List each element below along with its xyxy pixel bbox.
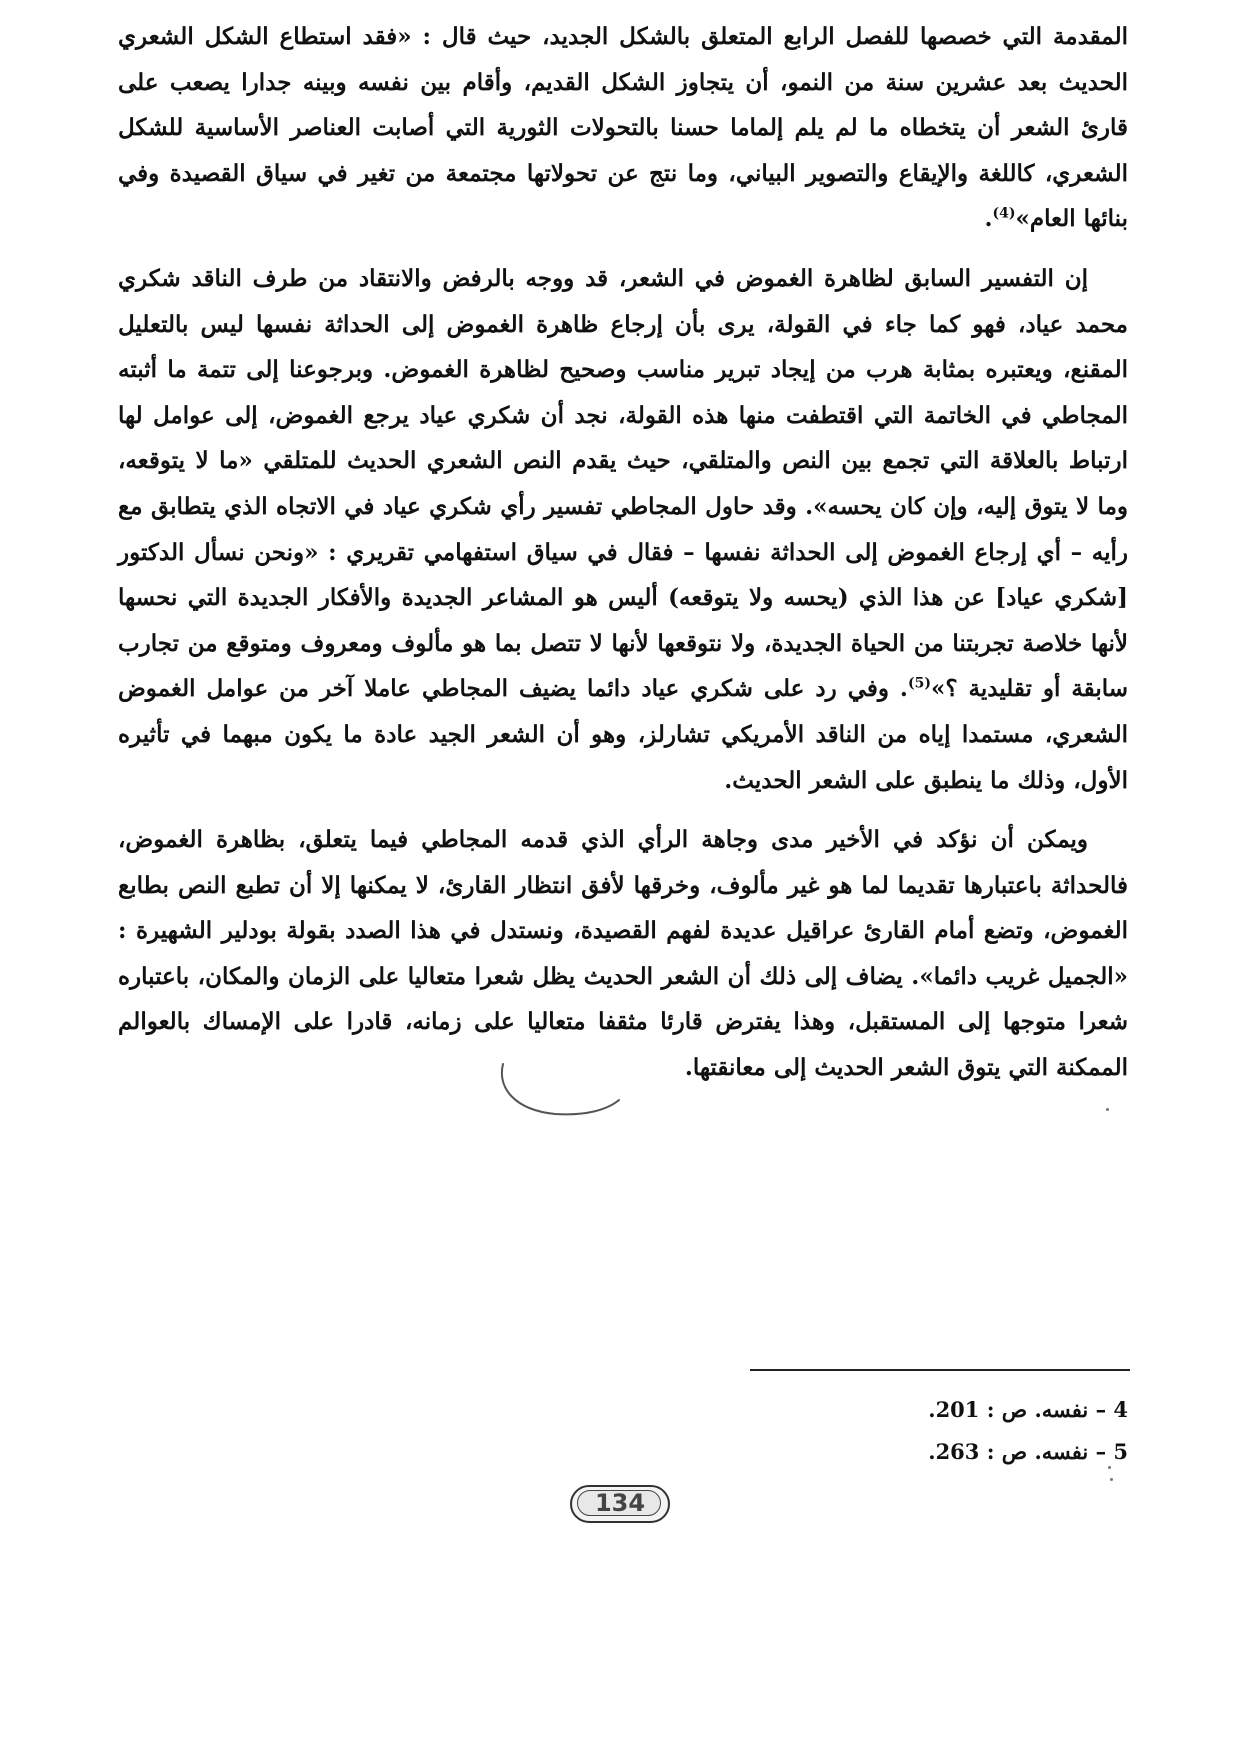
footnote-ref-4[interactable]: (4): [992, 205, 1016, 222]
footnote-ref-5[interactable]: (5): [907, 675, 931, 692]
paragraph-1-tail: .: [984, 205, 993, 233]
page-number: 134: [594, 1489, 646, 1517]
paragraph-1-text: المقدمة التي خصصها للفصل الرابع المتعلق بالشكل الجديد، حيث قال : «فقد استطاع الشكل الشعري الحديث بعد عشرين سنة من النمو، أن يتجاوز الشكل القديم، وأقام بين نفسه وبينه جدارا يصعب على قارئ الشعر أن يتخطاه ما لم يلم إلماما حسنا بالتحولات الثورية التي أصابت العناصر الأساسية للشكل الشعري، كاللغة والإيقاع والتصوير البياني، وما نتج عن تحولاتها مجتمعة من تغير في سياق القصيدة وفي بنائها العام»: [118, 23, 1128, 233]
paragraph-3-text: ويمكن أن نؤكد في الأخير مدى وجاهة الرأي الذي قدمه المجاطي فيما يتعلق، بظاهرة الغموض، فالحداثة باعتبارها تقديما لما هو غير مألوف، وخرقها لأفق انتظار القارئ، لا يمكنها إلا أن تطبع النص بطابع الغموض، وتضع أمام القارئ عراقيل عديدة لفهم القصيدة، ونستدل في هذا الصدد بقولة بودلير الشهيرة : «الجميل غريب دائما». يضاف إلى ذلك أن الشعر الحديث يظل شعرا متعاليا على الزمان والمكان، باعتباره شعرا متوجها إلى المستقبل، وهذا يفترض قارئا مثقفا متعاليا على زمانه، قادرا على الإمساك بالعوالم الممكنة التي يتوق الشعر الحديث إلى معانقتها.: [118, 826, 1128, 1082]
paragraph-2-tail: . وفي رد على شكري عياد دائما يضيف المجاطي عاملا آخر من عوامل الغموض الشعري، مستمدا إياه من الناقد الأمريكي تشارلز، وهو أن الشعر الجيد عادة ما يكون مبهما في تأثيره الأول، وذلك ما ينطبق على الشعر الحديث.: [118, 675, 1128, 794]
footnote-5: 5 – نفسه. ص : 263.: [928, 1439, 1128, 1464]
footnotes: [728, 1389, 1128, 1473]
scan-speck: [1110, 1478, 1113, 1481]
pen-stroke-mark: [495, 1058, 625, 1128]
body-text: [118, 14, 1128, 1105]
scan-speck: [1108, 1466, 1111, 1469]
footnote-separator: [750, 1369, 1130, 1371]
footnote-4: 4 – نفسه. ص : 201.: [928, 1397, 1128, 1422]
scan-speck: [1106, 1108, 1109, 1111]
paragraph-2: [118, 256, 1128, 803]
paragraph-1: [118, 14, 1128, 242]
paragraph-3: [118, 817, 1128, 1091]
paragraph-2-text: إن التفسير السابق لظاهرة الغموض في الشعر، قد ووجه بالرفض والانتقاد من طرف الناقد شكري محمد عياد، فهو كما جاء في القولة، يرى بأن إرجاع ظاهرة الغموض إلى الحداثة نفسها ليس بالتعليل المقنع، ويعتبره بمثابة هرب من إيجاد تبرير مناسب وصحيح لظاهرة الغموض. وبرجوعنا إلى تتمة ما أثبته المجاطي في الخاتمة التي اقتطفت منها هذه القولة، نجد أن شكري عياد يرجع الغموض، إلى عوامل لها ارتباط بالعلاقة التي تجمع بين النص والمتلقي، حيث يقدم النص الشعري الحديث للمتلقي «ما لا يتوقعه، وما لا يتوق إليه، وإن كان يحسه». وقد حاول المجاطي تفسير رأي شكري عياد في الاتجاه الذي يتطابق مع رأيه – أي إرجاع الغموض إلى الحداثة نفسها – فقال في سياق استفهامي تقريري : «ونحن نسأل الدكتور [شكري عياد] عن هذا الذي (يحسه ولا يتوقعه) أليس هو المشاعر الجديدة والأفكار الجديدة التي نحسها لأنها خلاصة تجربتنا من الحياة الجديدة، ولا نتوقعها لأنها لا تتصل بما هو مألوف ومعروف ومتوقع من تجارب سابقة أو تقليدية ؟»: [118, 264, 1128, 703]
page-number-badge: [570, 1485, 670, 1523]
